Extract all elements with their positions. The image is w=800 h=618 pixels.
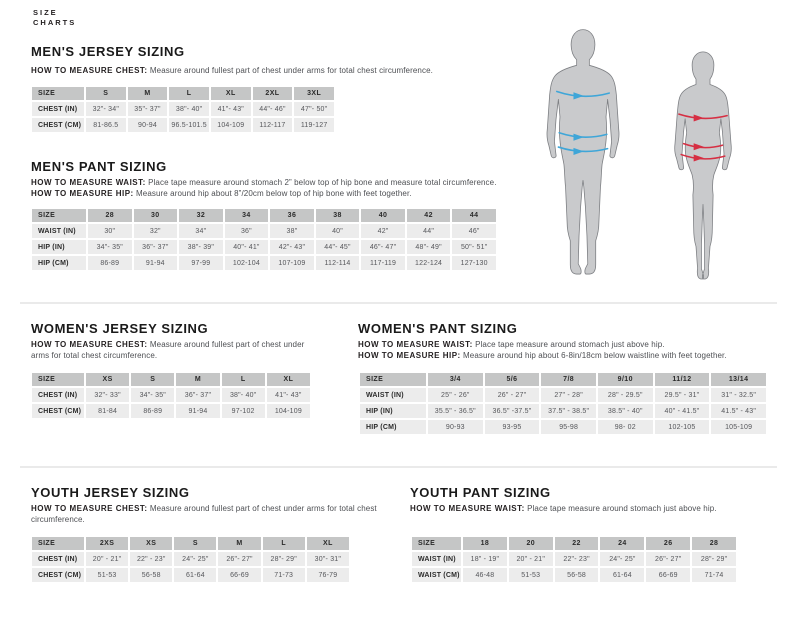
size-cell: 47"- 50" [294, 102, 334, 116]
row-label: CHEST (CM) [32, 404, 84, 418]
measure-text: Place tape measure around stomach just above hip. [472, 340, 665, 349]
size-cell: 44"- 46" [253, 102, 293, 116]
size-cell: 30"- 31" [307, 552, 349, 566]
size-cell: 40" [316, 224, 360, 238]
youth-pant-heading: YOUTH PANT SIZING [410, 485, 551, 500]
size-cell: 97-99 [179, 256, 223, 270]
table-row [32, 568, 349, 582]
size-cell: 41"- 43" [211, 102, 251, 116]
youth-jersey-size-table [30, 535, 351, 584]
male-figure [542, 28, 624, 282]
size-cell: 66-69 [218, 568, 260, 582]
column-header: S [174, 537, 216, 550]
column-header: S [86, 87, 126, 100]
column-header: XL [267, 373, 310, 386]
size-cell: 41"- 43" [267, 388, 310, 402]
table-row [360, 420, 766, 434]
column-header: 28 [692, 537, 736, 550]
size-cell: 40" - 41.5" [655, 404, 710, 418]
section-divider [20, 466, 777, 468]
column-header: XL [211, 87, 251, 100]
measure-label: HOW TO MEASURE WAIST: [358, 340, 473, 349]
row-label: HIP (IN) [360, 404, 426, 418]
size-cell: 28"- 29" [692, 552, 736, 566]
table-row [32, 388, 310, 402]
column-header: 34 [225, 209, 269, 222]
measure-label: HOW TO MEASURE WAIST: [410, 504, 525, 513]
size-cell: 102-104 [225, 256, 269, 270]
youth-jersey-heading: YOUTH JERSEY SIZING [31, 485, 190, 500]
measure-text: Measure around hip about 6-8in/18cm below waistline with feet together. [460, 350, 727, 360]
size-cell: 112-117 [253, 118, 293, 132]
table-header-row [32, 87, 334, 100]
measure-label: HOW TO MEASURE HIP: [31, 188, 134, 198]
table-row [32, 256, 496, 270]
column-header: 2XS [86, 537, 128, 550]
size-cell: 46"- 47" [361, 240, 405, 254]
table-row [32, 102, 334, 116]
size-cell: 18" - 19" [463, 552, 507, 566]
brand-line-2: CHARTS [33, 18, 77, 27]
column-header: 30 [134, 209, 178, 222]
size-cell: 42"- 43" [270, 240, 314, 254]
column-header: 11/12 [655, 373, 710, 386]
size-cell: 81-86.5 [86, 118, 126, 132]
womens-pant-size-table [358, 371, 768, 436]
size-cell: 31" - 32.5" [711, 388, 766, 402]
table-header-row [412, 537, 736, 550]
column-header: 13/14 [711, 373, 766, 386]
size-cell: 22" - 23" [130, 552, 172, 566]
measure-text: Place tape measure around stomach just above hip. [524, 504, 717, 513]
measure-label: HOW TO MEASURE CHEST: [31, 340, 148, 349]
instruction-line [358, 351, 788, 362]
column-header: 18 [463, 537, 507, 550]
measure-text: Measure around hip about 8”/20cm below top of hip bone with feet together. [133, 188, 412, 198]
size-cell: 102-105 [655, 420, 710, 434]
size-cell: 56-58 [130, 568, 172, 582]
row-label: WAIST (IN) [32, 224, 86, 238]
size-cell: 81-84 [86, 404, 129, 418]
column-header: 36 [270, 209, 314, 222]
womens-jersey-instructions [31, 340, 316, 361]
size-cell: 32" [134, 224, 178, 238]
size-cell: 20" - 21" [86, 552, 128, 566]
size-cell: 42" [361, 224, 405, 238]
measure-label: HOW TO MEASURE CHEST: [31, 504, 148, 513]
size-cell: 26" - 27" [485, 388, 540, 402]
size-cell: 36"- 37" [134, 240, 178, 254]
size-cell: 97-102 [222, 404, 265, 418]
column-header: M [218, 537, 260, 550]
mens-pant-size-table [30, 207, 498, 272]
column-header: XS [86, 373, 129, 386]
size-cell: 105-109 [711, 420, 766, 434]
size-cell: 112-114 [316, 256, 360, 270]
table-header-row [32, 537, 349, 550]
female-silhouette [675, 52, 732, 279]
size-cell: 95-98 [541, 420, 596, 434]
size-cell: 32"- 33" [86, 388, 129, 402]
row-label: HIP (IN) [32, 240, 86, 254]
size-cell: 104-109 [267, 404, 310, 418]
size-cell: 36"- 37" [176, 388, 219, 402]
size-cell: 38"- 39" [179, 240, 223, 254]
table-row [360, 404, 766, 418]
column-header: 38 [316, 209, 360, 222]
column-header: L [169, 87, 209, 100]
column-header: 2XL [253, 87, 293, 100]
column-header: 9/10 [598, 373, 653, 386]
size-cell: 24"- 25" [174, 552, 216, 566]
column-header: 24 [600, 537, 644, 550]
measure-text: Place tape measure around stomach 2” below top of hip bone and measure total circumference. [145, 178, 497, 187]
size-cell: 71-73 [263, 568, 305, 582]
measure-text: Measure around fullest part of chest under arms for total chest circumference. [147, 66, 433, 75]
mens-jersey-heading: MEN'S JERSEY SIZING [31, 44, 185, 59]
size-column-header: SIZE [32, 537, 84, 550]
brand-line-1: SIZE [33, 8, 58, 17]
column-header: L [263, 537, 305, 550]
column-header: 7/8 [541, 373, 596, 386]
youth-pant-size-table [410, 535, 738, 584]
column-header: 40 [361, 209, 405, 222]
row-label: CHEST (IN) [32, 552, 84, 566]
size-cell: 36.5" -37.5" [485, 404, 540, 418]
size-cell: 38.5" - 40" [598, 404, 653, 418]
instruction-line [358, 340, 788, 351]
measure-text: Measure around fullest part of chest under arms for total chest circumference. [31, 340, 305, 360]
youth-pant-instructions [410, 504, 790, 515]
size-cell: 38"- 40" [222, 388, 265, 402]
size-column-header: SIZE [32, 209, 86, 222]
size-cell: 38" [270, 224, 314, 238]
size-cell: 117-119 [361, 256, 405, 270]
size-cell: 41.5" - 43" [711, 404, 766, 418]
column-header: 44 [452, 209, 496, 222]
column-header: 22 [555, 537, 599, 550]
size-cell: 34"- 35" [88, 240, 132, 254]
size-cell: 56-58 [555, 568, 599, 582]
size-cell: 38"- 40" [169, 102, 209, 116]
column-header: M [128, 87, 168, 100]
column-header: 32 [179, 209, 223, 222]
size-cell: 86-89 [88, 256, 132, 270]
table-header-row [32, 373, 310, 386]
size-column-header: SIZE [32, 373, 84, 386]
size-cell: 26"- 27" [218, 552, 260, 566]
size-cell: 98- 02 [598, 420, 653, 434]
size-cell: 48"- 49" [407, 240, 451, 254]
section-divider [20, 302, 777, 304]
size-cell: 61-64 [600, 568, 644, 582]
size-cell: 122-124 [407, 256, 451, 270]
size-cell: 35.5" - 36.5" [428, 404, 483, 418]
brand-title [33, 8, 76, 28]
table-row [32, 224, 496, 238]
size-cell: 36" [225, 224, 269, 238]
size-cell: 93-95 [485, 420, 540, 434]
instruction-line [31, 178, 591, 189]
size-cell: 28" - 29.5" [598, 388, 653, 402]
size-cell: 44"- 45" [316, 240, 360, 254]
size-cell: 24"- 25" [600, 552, 644, 566]
size-cell: 90-93 [428, 420, 483, 434]
table-row [32, 118, 334, 132]
womens-pant-heading: WOMEN'S PANT SIZING [358, 321, 518, 336]
row-label: HIP (CM) [360, 420, 426, 434]
size-cell: 44" [407, 224, 451, 238]
measure-text: Measure around fullest part of chest under arms for total chest circumference. [31, 504, 377, 524]
size-cell: 61-64 [174, 568, 216, 582]
measure-label: HOW TO MEASURE WAIST: [31, 178, 146, 187]
table-row [32, 240, 496, 254]
instruction-line [31, 189, 591, 200]
size-cell: 30" [88, 224, 132, 238]
row-label: WAIST (IN) [360, 388, 426, 402]
female-figure [668, 48, 738, 286]
size-cell: 28"- 29" [263, 552, 305, 566]
row-label: CHEST (CM) [32, 118, 84, 132]
table-row [32, 552, 349, 566]
column-header: M [176, 373, 219, 386]
size-cell: 50"- 51" [452, 240, 496, 254]
womens-pant-instructions [358, 340, 788, 361]
size-cell: 46-48 [463, 568, 507, 582]
row-label: CHEST (IN) [32, 102, 84, 116]
size-cell: 91-94 [134, 256, 178, 270]
size-cell: 40"- 41" [225, 240, 269, 254]
measure-label: HOW TO MEASURE CHEST: [31, 66, 148, 75]
table-row [412, 568, 736, 582]
size-cell: 27" - 28" [541, 388, 596, 402]
size-cell: 119-127 [294, 118, 334, 132]
column-header: XL [307, 537, 349, 550]
size-cell: 86-89 [131, 404, 174, 418]
size-cell: 32"- 34" [86, 102, 126, 116]
size-column-header: SIZE [32, 87, 84, 100]
row-label: WAIST (CM) [412, 568, 461, 582]
size-cell: 26"- 27" [646, 552, 690, 566]
size-cell: 29.5" - 31" [655, 388, 710, 402]
column-header: 42 [407, 209, 451, 222]
size-cell: 127-130 [452, 256, 496, 270]
column-header: XS [130, 537, 172, 550]
table-row [360, 388, 766, 402]
table-header-row [360, 373, 766, 386]
row-label: CHEST (IN) [32, 388, 84, 402]
table-row [412, 552, 736, 566]
size-cell: 20" - 21" [509, 552, 553, 566]
measure-label: HOW TO MEASURE HIP: [358, 350, 461, 360]
mens-jersey-instructions [31, 66, 551, 77]
size-cell: 34" [179, 224, 223, 238]
size-cell: 96.5-101.5 [169, 118, 209, 132]
size-cell: 91-94 [176, 404, 219, 418]
size-cell: 71-74 [692, 568, 736, 582]
size-cell: 35"- 37" [128, 102, 168, 116]
size-cell: 51-53 [509, 568, 553, 582]
womens-jersey-heading: WOMEN'S JERSEY SIZING [31, 321, 209, 336]
size-cell: 107-109 [270, 256, 314, 270]
row-label: WAIST (IN) [412, 552, 461, 566]
size-cell: 90-94 [128, 118, 168, 132]
mens-pant-heading: MEN'S PANT SIZING [31, 159, 167, 174]
size-column-header: SIZE [412, 537, 461, 550]
table-header-row [32, 209, 496, 222]
mens-jersey-size-table [30, 85, 336, 134]
size-cell: 34"- 35" [131, 388, 174, 402]
column-header: L [222, 373, 265, 386]
column-header: 3XL [294, 87, 334, 100]
column-header: 20 [509, 537, 553, 550]
row-label: HIP (CM) [32, 256, 86, 270]
size-cell: 37.5" - 38.5" [541, 404, 596, 418]
size-cell: 104-109 [211, 118, 251, 132]
size-cell: 25" - 26" [428, 388, 483, 402]
row-label: CHEST (CM) [32, 568, 84, 582]
mens-pant-instructions [31, 178, 591, 199]
size-column-header: SIZE [360, 373, 426, 386]
table-row [32, 404, 310, 418]
column-header: 3/4 [428, 373, 483, 386]
size-cell: 22"- 23" [555, 552, 599, 566]
youth-jersey-instructions [31, 504, 383, 525]
size-cell: 66-69 [646, 568, 690, 582]
column-header: 26 [646, 537, 690, 550]
size-cell: 51-53 [86, 568, 128, 582]
size-cell: 76-79 [307, 568, 349, 582]
column-header: S [131, 373, 174, 386]
size-cell: 46" [452, 224, 496, 238]
column-header: 5/6 [485, 373, 540, 386]
womens-jersey-size-table [30, 371, 312, 420]
column-header: 28 [88, 209, 132, 222]
